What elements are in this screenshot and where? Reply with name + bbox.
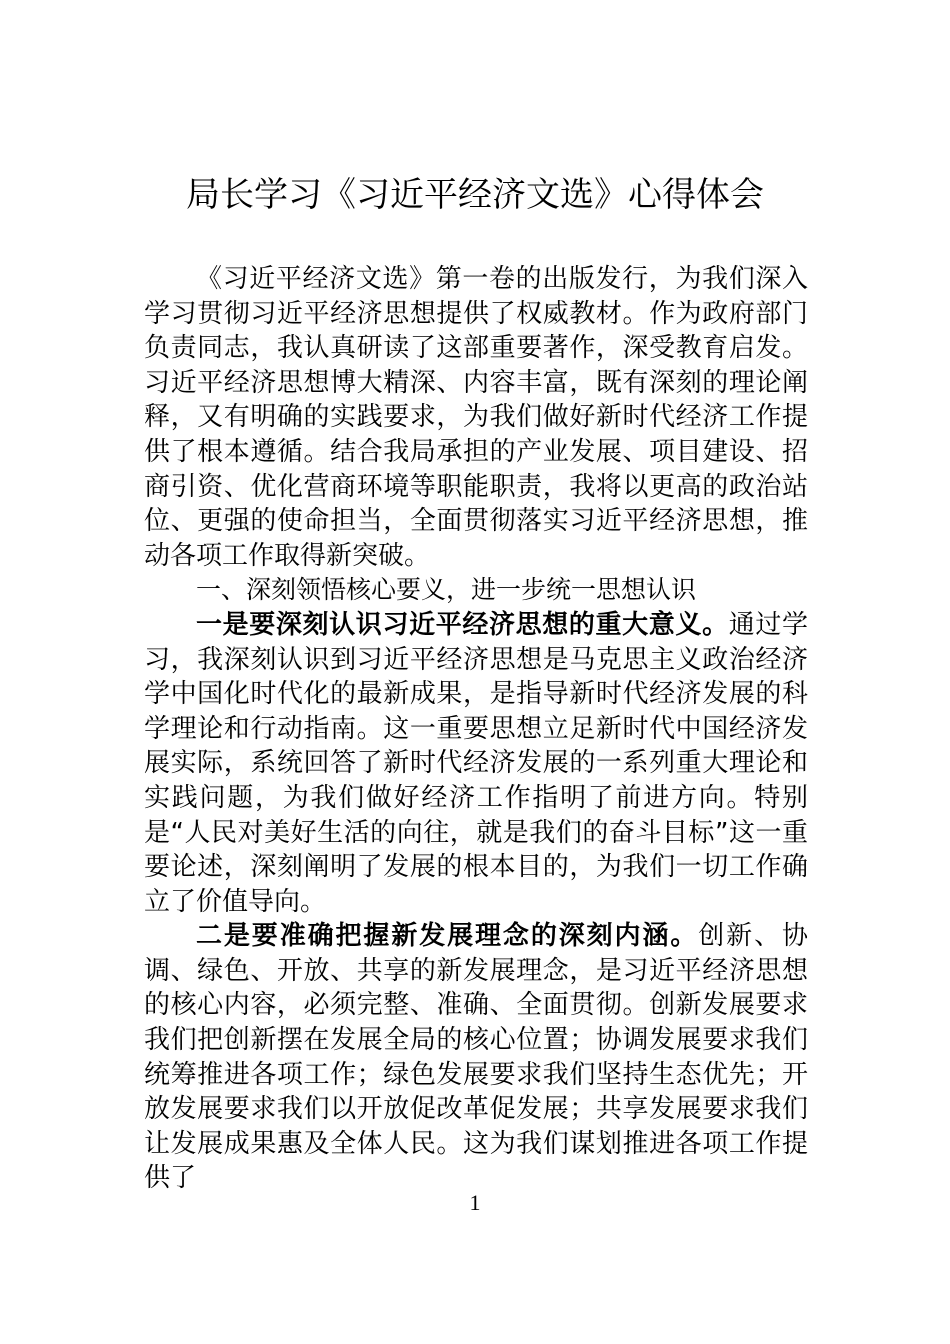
point-two-lead: 二是要准确把握新发展理念的深刻内涵。 <box>196 921 699 952</box>
point-one-lead: 一是要深刻认识习近平经济思想的重大意义。 <box>196 609 729 640</box>
intro-paragraph: 《习近平经济文选》第一卷的出版发行，为我们深入学习贯彻习近平经济思想提供了权威教材。作为政府部门负责同志，我认真研读了这部重要著作，深受教育启发。习近平经济思想博大精深、内容丰富，既有深刻的理论阐释，又有明确的实践要求，为我们做好新时代经济工作提供了根本遵循。结合我局承担的产业发展、项目建设、招商引资、优化营商环境等职能职责，我将以更高的政治站位、更强的使命担当，全面贯彻落实习近平经济思想，推动各项工作取得新突破。 <box>144 264 808 571</box>
page-title: 局长学习《习近平经济文选》心得体会 <box>186 175 764 215</box>
page-number: 1 <box>469 1190 481 1215</box>
point-two-paragraph <box>144 919 808 1196</box>
document-body <box>144 262 808 1196</box>
point-two-text: 创新、协调、绿色、开放、共享的新发展理念，是习近平经济思想的核心内容，必须完整、准确、全面贯彻。创新发展要求我们把创新摆在发展全局的核心位置；协调发展要求我们统筹推进各项工作；绿色发展要求我们坚持生态优先；开放发展要求我们以开放促改革促发展；共享发展要求我们让发展成果惠及全体人民。这为我们谋划推进各项工作提供了 <box>144 921 808 1194</box>
section-heading: 一、深刻领悟核心要义，进一步统一思想认识 <box>196 575 697 605</box>
point-one-paragraph <box>144 608 808 919</box>
point-one-text: 通过学习，我深刻认识到习近平经济思想是马克思主义政治经济学中国化时代化的最新成果，是指导新时代经济发展的科学理论和行动指南。这一重要思想立足新时代中国经济发展实际，系统回答了新时代经济发展的一系列重大理论和实践问题，为我们做好经济工作指明了前进方向。特别是“人民对美好生活的向往，就是我们的奋斗目标”这一重要论述，深刻阐明了发展的根本目的，为我们一切工作确立了价值导向。 <box>144 609 808 917</box>
